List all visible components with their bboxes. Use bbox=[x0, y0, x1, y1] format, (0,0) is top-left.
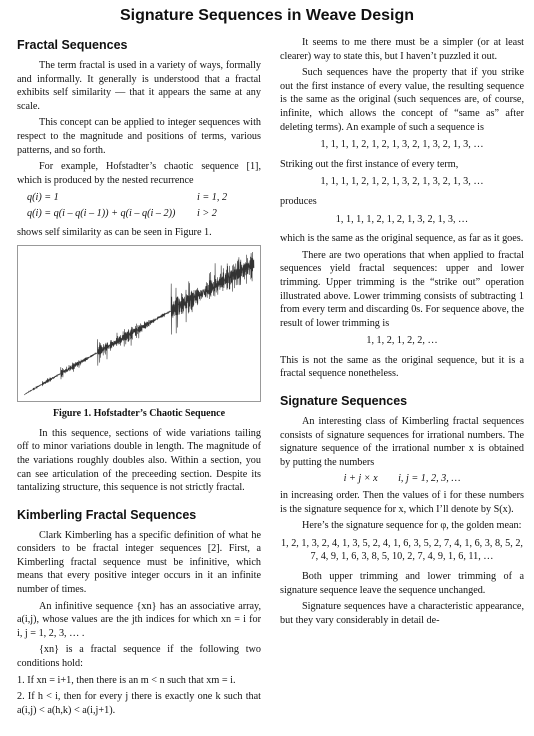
paragraph: Here’s the signature sequence for φ, the golden mean: bbox=[302, 520, 522, 532]
paragraph: Both upper trimming and lower trimming of a signature sequence leave the sequence unchanged. bbox=[280, 571, 524, 596]
paragraph: An interesting class of Kimberling fractal sequences consists of signature sequences for irrational numbers. The signature sequence of the irrational number x is obtained by putting the numbers bbox=[280, 416, 524, 468]
sequence-struck: 1, 1, 1, 1, 2, 1, 2, 1, 3, 2, 1, 3, 2, 1, 3, … bbox=[320, 176, 484, 188]
paragraph: {xn} is a fractal sequence if the following two conditions hold: bbox=[17, 644, 261, 670]
formula-range: i, j = 1, 2, 3, … bbox=[398, 473, 461, 485]
section-heading-signature: Signature Sequences bbox=[280, 394, 408, 409]
paragraph: This is not the same as the original sequence, but it is a fractal sequence nonetheless. bbox=[280, 354, 524, 380]
sequence-lower-trim: 1, 1, 2, 1, 2, 2, … bbox=[366, 335, 438, 347]
page-title: Signature Sequences in Weave Design bbox=[119, 7, 415, 24]
formula-line bbox=[280, 472, 524, 486]
paragraph: Such sequences have the property that if you strike out the first instance of every value, the resulting sequence is the same as the original (such sequences are, of course, infinite, which allows the concept of “same as” after deleting terms). An example of such a sequence is bbox=[280, 67, 524, 133]
equation-2-right: i > 2 bbox=[197, 207, 217, 219]
paragraph: This concept can be applied to integer sequences with respect to the magnitude and positions of terms, various patterns, and so forth. bbox=[17, 117, 261, 156]
equation-2-left: q(i) = q(i – q(i – 1)) + q(i – q(i – 2)) bbox=[27, 207, 176, 219]
right-column bbox=[280, 36, 524, 630]
condition-1: 1. If xn = i+1, then there is an m < n such that xm = i. bbox=[17, 674, 236, 686]
paragraph: It seems to me there must be a simpler (or at least clearer) way to state this, but I haven’t puzzled it out. bbox=[280, 37, 524, 62]
paragraph: Signature sequences have a characteristic appearance, but they vary considerably in detail de- bbox=[280, 601, 524, 626]
condition-2: 2. If h < i, then for every j there is exactly one k such that a(i,j) < a(h,k) < a(i,j+1). bbox=[17, 691, 261, 716]
formula-sum: i + j × x bbox=[343, 473, 378, 485]
paragraph: Striking out the first instance of every term, bbox=[280, 158, 459, 170]
paragraph: shows self similarity as can be seen in Figure 1. bbox=[17, 226, 212, 238]
paragraph: In this sequence, sections of wide variations tailing off to minor variations double in length. The magnitude of the variations roughly doubles also. Within a section, you can see articulation of the preceeding section. Despite its tantalizing structure, this sequence is not strictly fractal. bbox=[17, 427, 261, 494]
paragraph: produces bbox=[280, 195, 317, 207]
equation-1-right: i = 1, 2 bbox=[197, 192, 228, 204]
hofstadter-plot-svg bbox=[18, 246, 260, 401]
figure-caption: Figure 1. Hofstadter’s Chaotic Sequence bbox=[52, 408, 226, 420]
paragraph: Clark Kimberling has a specific definition of what he considers to be fractal integer sequences [2]. First, a Kimberling fractal sequence must be infinitive, which means that every positive integer occurs in it an infinite number of times. bbox=[17, 529, 261, 596]
paragraph: The term fractal is used in a variety of ways, formally and informally. It generally is understood that a fractal exhibits self similarity — that it appears the same at any scale. bbox=[17, 60, 261, 112]
section-heading-fractal: Fractal Sequences bbox=[17, 38, 128, 52]
paragraph: For example, Hofstadter’s chaotic sequence [1], which is produced by the nested recurrence bbox=[17, 161, 261, 186]
left-column bbox=[17, 36, 261, 720]
paragraph: An infinitive sequence {xn} has an associative array, a(i,j), whose values are the jth indices for which xn = i for i, j = 1, 2, 3, … . bbox=[17, 600, 261, 639]
sequence-result: 1, 1, 1, 1, 2, 1, 2, 1, 3, 2, 1, 3, … bbox=[335, 213, 469, 225]
paragraph: There are two operations that when applied to fractal sequences yield fractal sequences: upper and lower trimming. Upper trimming is the “strike out” operation illustrated above. Lower trimming consists of subtracting 1 from every term and discarding 0s. For sequence above, the result of lower trimming is bbox=[280, 249, 524, 329]
recurrence-equations bbox=[27, 191, 261, 220]
paragraph: which is the same as the original sequence, as far as it goes. bbox=[280, 233, 524, 245]
section-heading-kimberling: Kimberling Fractal Sequences bbox=[17, 507, 197, 522]
figure-hofstadter-plot bbox=[17, 245, 261, 402]
equation-1-left: q(i) = 1 bbox=[27, 192, 59, 204]
hofstadter-sequence-line bbox=[24, 252, 254, 395]
paragraph: in increasing order. Then the values of i for these numbers is the signature sequence for x, which I’ll denote by S(x). bbox=[280, 490, 524, 515]
sequence-example: 1, 1, 1, 1, 2, 1, 2, 1, 3, 2, 1, 3, 2, 1, 3, … bbox=[320, 139, 484, 151]
sequence-golden-mean: 1, 2, 1, 3, 2, 4, 1, 3, 5, 2, 4, 1, 6, 3, 5, 2, 7, 4, 1, 6, 3, 8, 5, 2, 7, 4, 9, 1, 6, 3, 8, 5, 10, 2, 7, 4, 9, 1, 6, 11, … bbox=[281, 537, 523, 563]
